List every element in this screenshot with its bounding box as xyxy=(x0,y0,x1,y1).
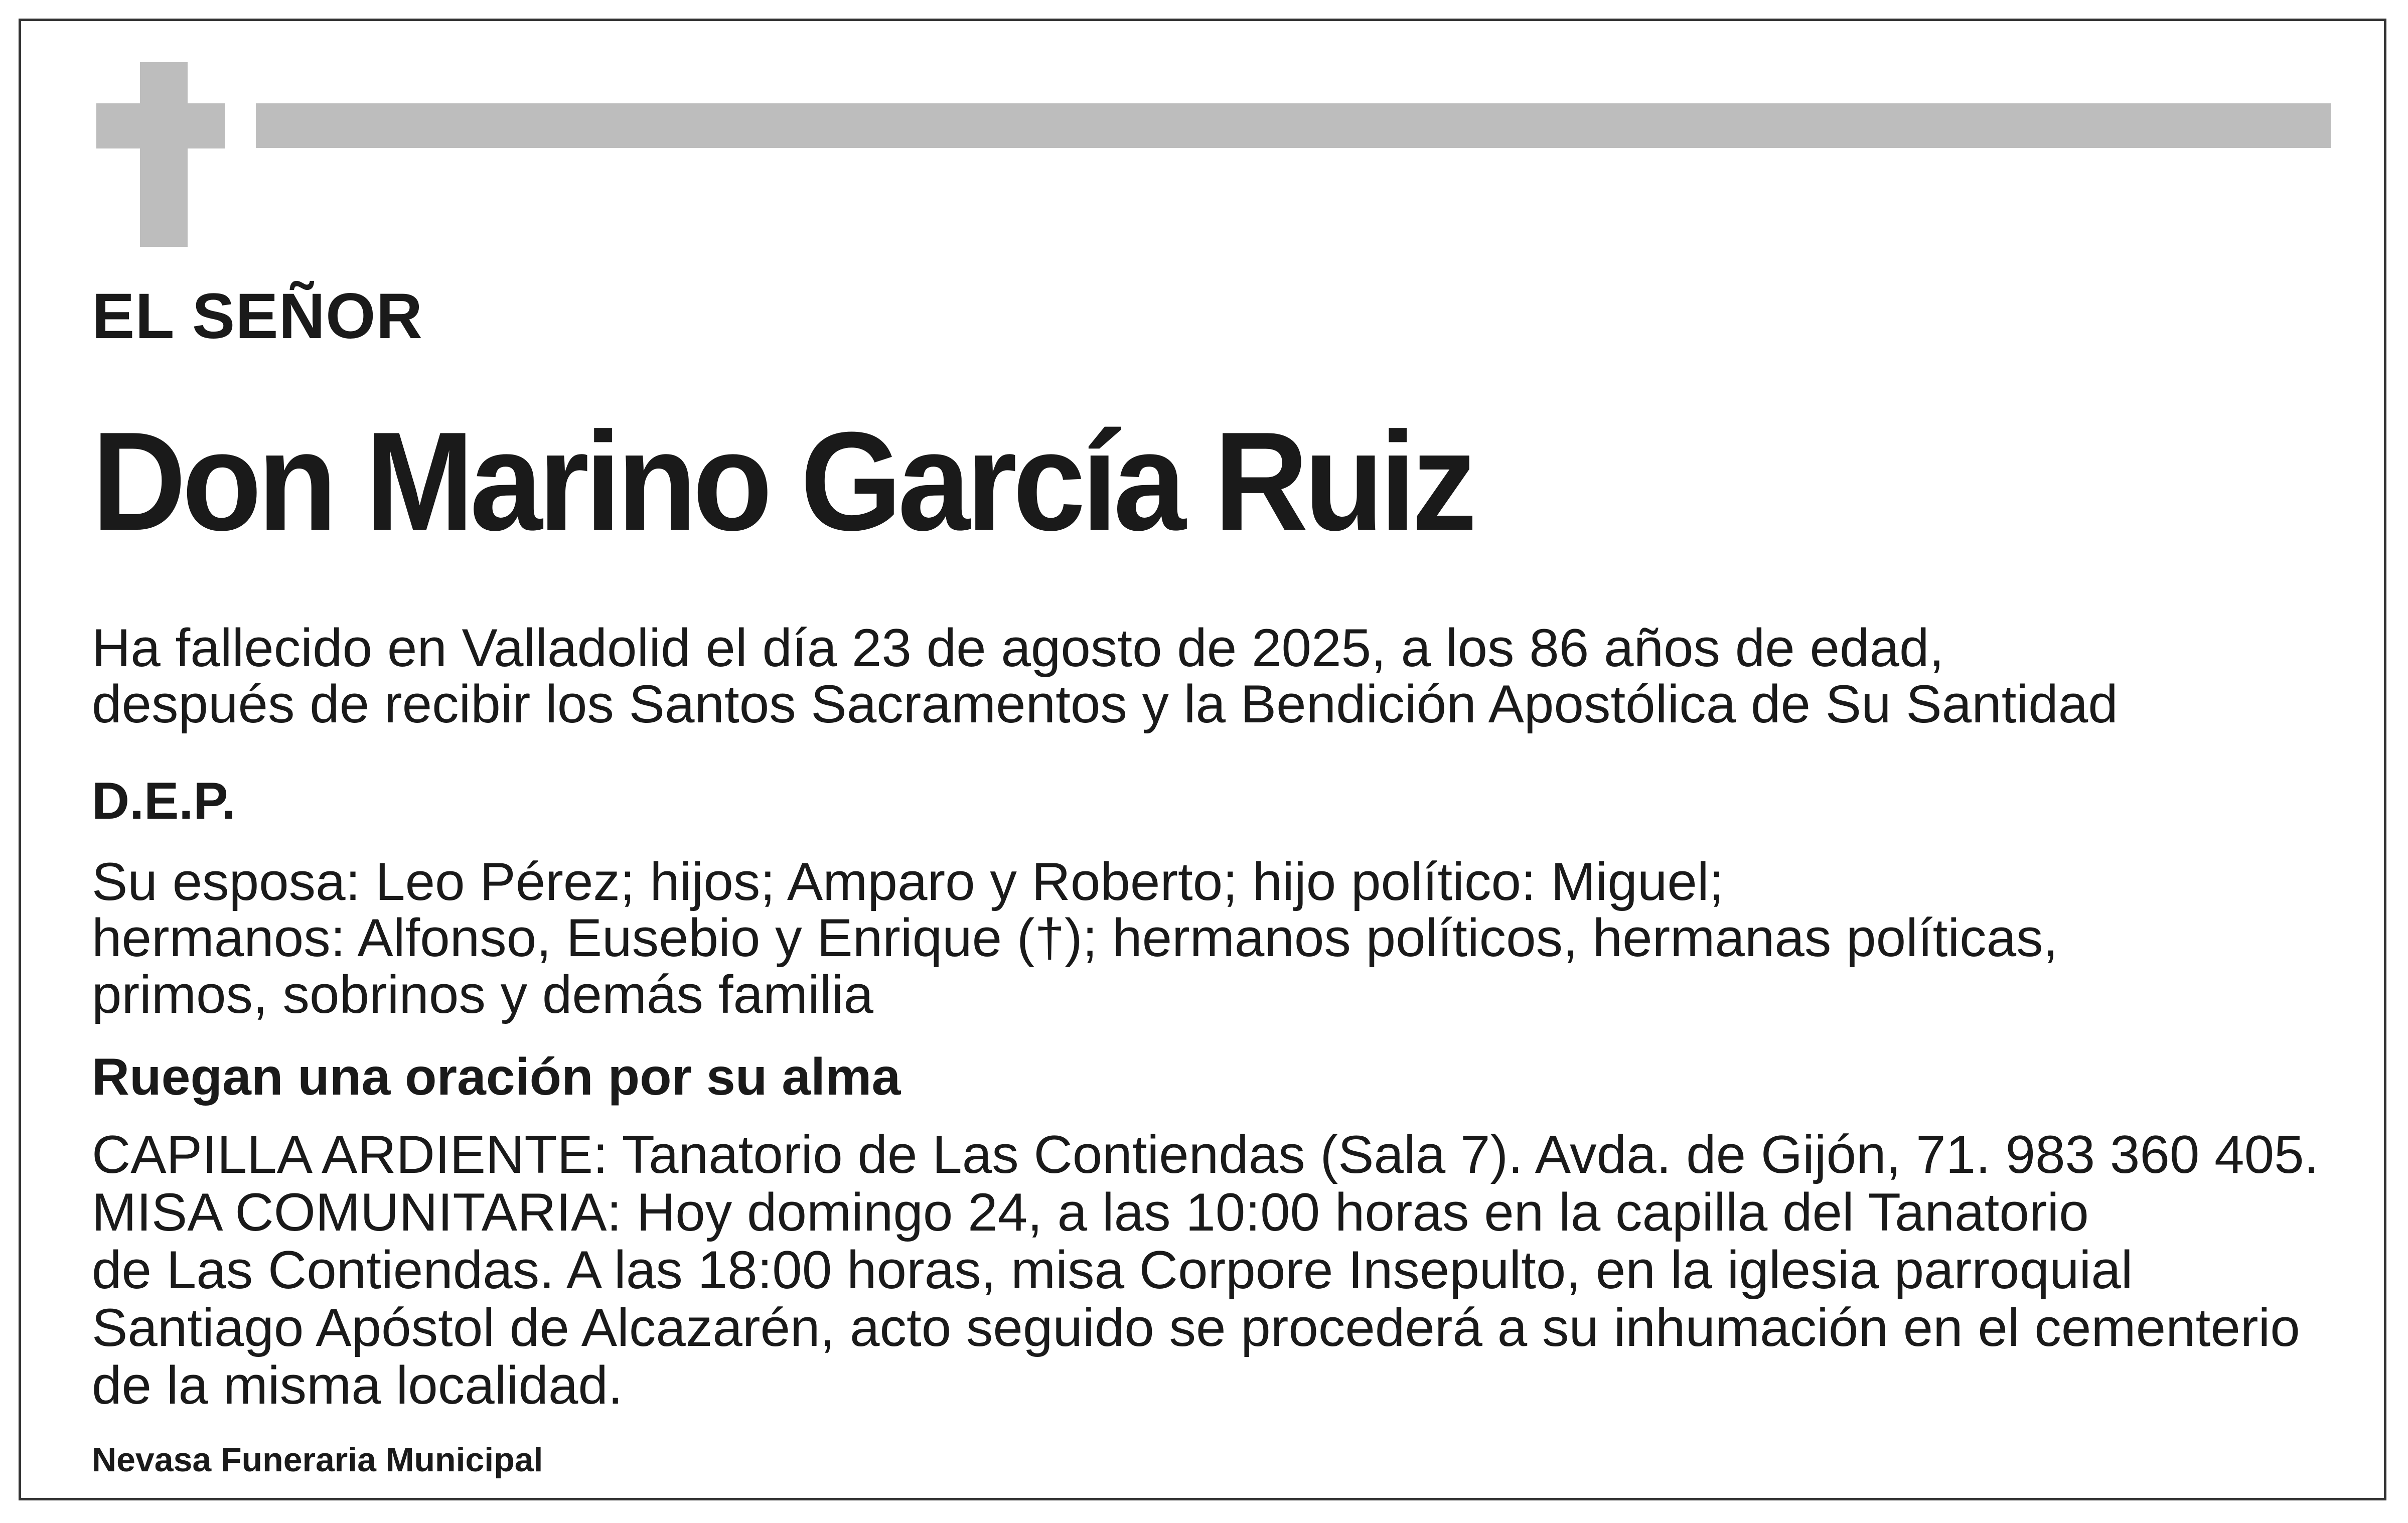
deceased-name: Don Marino García Ruiz xyxy=(92,403,1473,560)
announcement-line: Ha fallecido en Valladolid el día 23 de agosto de 2025, a los 86 años de edad, xyxy=(92,618,1944,678)
funeral-home: Nevasa Funeraria Municipal xyxy=(92,1441,543,1479)
family-line: primos, sobrinos y demás familia xyxy=(92,964,873,1024)
prayer-request: Ruegan una oración por su alma xyxy=(92,1048,901,1106)
announcement-line: después de recibir los Santos Sacramentos y la Bendición Apostólica de Su Santidad xyxy=(92,674,2118,734)
rip-label: D.E.P. xyxy=(92,772,236,830)
header-rule xyxy=(256,103,2331,148)
cross-vertical-bar xyxy=(140,62,188,247)
family-line: hermanos: Alfonso, Eusebio y Enrique (†); hermanos políticos, hermanas políticas, xyxy=(92,907,2058,968)
service-line: de la misma localidad. xyxy=(92,1355,623,1415)
service-line: MISA COMUNITARIA: Hoy domingo 24, a las 10:00 horas en la capilla del Tanatorio xyxy=(92,1182,2089,1242)
service-line: CAPILLA ARDIENTE: Tanatorio de Las Contiendas (Sala 7). Avda. de Gijón, 71. 983 360 405. xyxy=(92,1124,2319,1184)
cross-horizontal-bar xyxy=(96,103,225,148)
service-line: Santiago Apóstol de Alcazarén, acto seguido se procederá a su inhumación en el cementerio xyxy=(92,1297,2300,1357)
family-line: Su esposa: Leo Pérez; hijos; Amparo y Roberto; hijo político: Miguel; xyxy=(92,851,1724,911)
honorific: EL SEÑOR xyxy=(92,280,423,352)
service-line: de Las Contiendas. A las 18:00 horas, misa Corpore Insepulto, en la iglesia parroquial xyxy=(92,1240,2133,1300)
